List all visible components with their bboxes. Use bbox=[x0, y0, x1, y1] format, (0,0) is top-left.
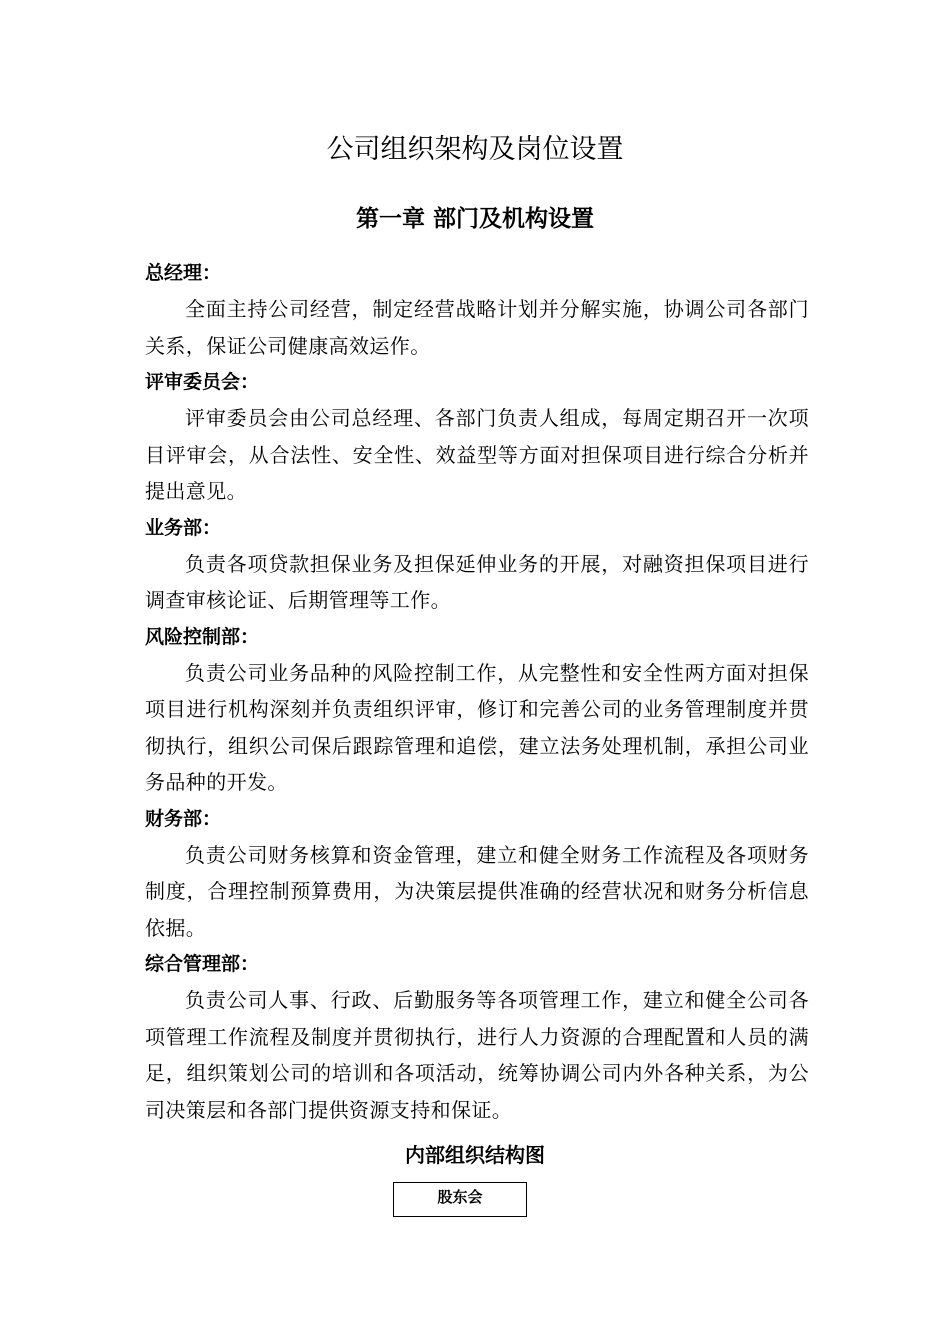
section-body: 负责公司财务核算和资金管理，建立和健全财务工作流程及各项财务制度，合理控制预算费用，为决策层提供准确的经营状况和财务分析信息依据。 bbox=[145, 842, 809, 940]
section-body: 评审委员会由公司总经理、各部门负责人组成，每周定期召开一次项目评审会，从合法性、安全性、效益型等方面对担保项目进行综合分析并提出意见。 bbox=[145, 406, 809, 503]
org-chart-title: 内部组织结构图 bbox=[405, 1143, 545, 1167]
section-heading: 评审委员会： bbox=[145, 371, 260, 393]
section-heading: 业务部： bbox=[145, 516, 222, 539]
section-body: 负责公司业务品种的风险控制工作，从完整性和安全性两方面对担保项目进行机构深刻并负责组织评审，修订和完善公司的业务管理制度并贯彻执行，组织公司保后跟踪管理和追偿，建立法务处理机制，承担公司业务品种的开发。 bbox=[145, 660, 809, 794]
section-heading: 总经理： bbox=[145, 262, 222, 284]
section-review-committee bbox=[145, 364, 809, 510]
section-list bbox=[145, 255, 809, 1128]
document-title: 公司组织架构及岗位设置 bbox=[326, 134, 624, 165]
section-heading: 财务部： bbox=[145, 807, 222, 830]
section-general-manager bbox=[145, 255, 809, 364]
section-body: 负责各项贷款担保业务及担保延伸业务的开展，对融资担保项目进行调查审核论证、后期管理等工作。 bbox=[145, 551, 809, 612]
section-heading: 综合管理部： bbox=[145, 953, 260, 975]
org-node-shareholders: 股东会 bbox=[393, 1182, 527, 1217]
section-general-admin-dept bbox=[145, 946, 809, 1128]
section-finance-dept bbox=[145, 801, 809, 947]
section-body: 全面主持公司经营，制定经营战略计划并分解实施，协调公司各部门关系，保证公司健康高效运作。 bbox=[145, 297, 809, 358]
section-heading: 风险控制部： bbox=[145, 625, 260, 648]
section-risk-control-dept bbox=[145, 619, 809, 801]
chapter-title: 第一章 部门及机构设置 bbox=[355, 206, 594, 232]
section-body: 负责公司人事、行政、后勤服务等各项管理工作，建立和健全公司各项管理工作流程及制度并贯彻执行，进行人力资源的合理配置和人员的满足，组织策划公司的培训和各项活动，统筹协调公司内外各种关系，为公司决策层和各部门提供资源支持和保证。 bbox=[145, 988, 809, 1122]
section-business-dept bbox=[145, 510, 809, 619]
